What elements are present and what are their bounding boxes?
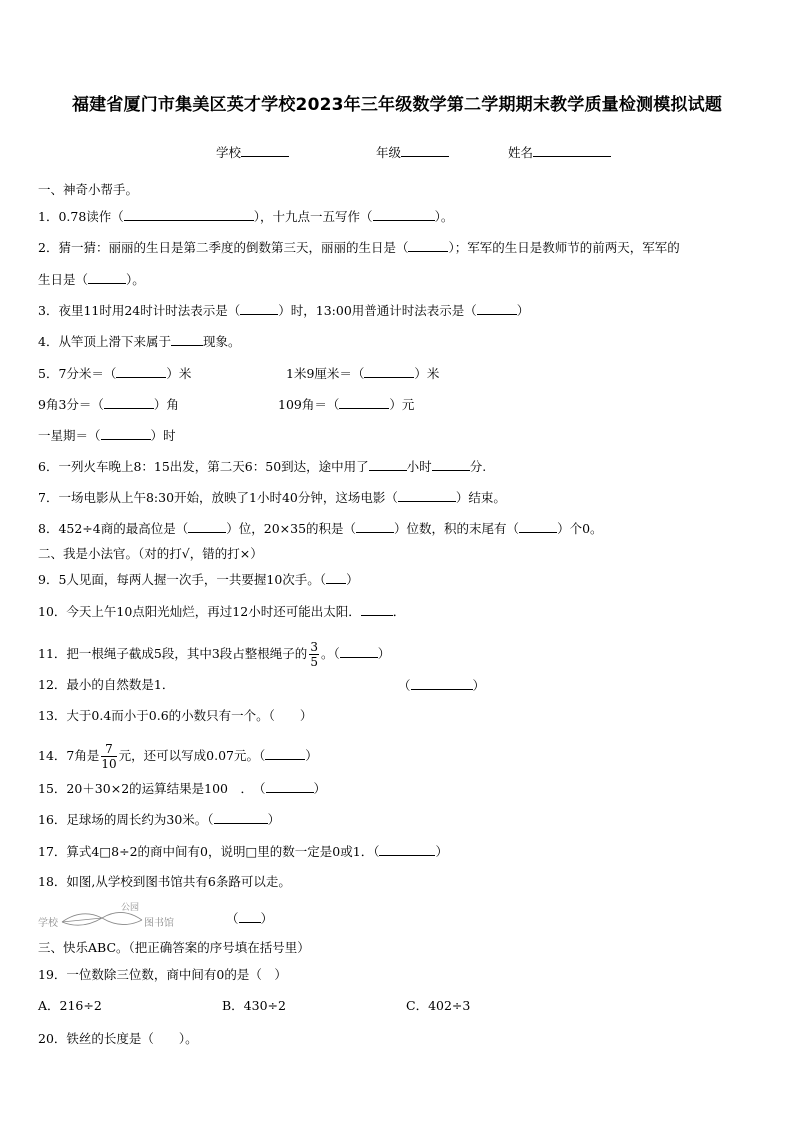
school-label: 学校: [216, 145, 242, 160]
grade-label: 年级: [376, 145, 402, 160]
question-9: 9．5人见面，每两人握一次手，一共要握10次手。（ ）: [38, 572, 359, 587]
question-13: 13．大于0.4而小于0.6的小数只有一个。（ ）: [38, 708, 313, 723]
grade-field: [376, 143, 449, 161]
question-11: 11．把一根绳子截成5段，其中3段占整根绳子的 $\frac{3}{5}$ 。（ ）: [38, 640, 391, 669]
option-a[interactable]: A．216÷2: [38, 998, 102, 1013]
school-blank[interactable]: [241, 144, 289, 157]
answer-blank[interactable]: [356, 520, 394, 533]
answer-blank[interactable]: [266, 780, 314, 793]
answer-blank[interactable]: [171, 333, 203, 346]
question-5-e: 一星期＝（ ）时: [38, 428, 176, 443]
route-label-library: 图书馆: [144, 918, 174, 929]
answer-blank[interactable]: [104, 396, 154, 409]
question-4: 4．从竿顶上滑下来属于 现象。: [38, 334, 241, 349]
question-10: 10．今天上午10点阳光灿烂，再过12小时还可能出太阳． ．: [38, 604, 406, 619]
question-5-d: 109角＝（ ）元: [278, 397, 415, 412]
section-1-heading: 一、神奇小帮手。: [38, 182, 139, 197]
answer-blank[interactable]: [379, 843, 435, 856]
answer-blank[interactable]: [477, 302, 517, 315]
answer-blank[interactable]: [432, 458, 470, 471]
question-12-answer: （ ）: [398, 678, 486, 693]
question-6: 6．一列火车晚上8：15出发，第二天6：50到达，途中用了 小时 分.: [38, 459, 487, 474]
answer-blank[interactable]: [519, 520, 557, 533]
question-3: 3．夜里11时用24时计时法表示是（ ）时，13:00用普通计时法表示是（ ）: [38, 303, 530, 318]
option-c[interactable]: C．402÷3: [406, 998, 471, 1013]
question-16: 16．足球场的周长约为30米。（ ）: [38, 812, 281, 827]
question-20: 20．铁丝的长度是（ ）。: [38, 1031, 198, 1046]
fraction-7-10: $\frac{7}{10}$: [101, 742, 117, 771]
route-path: [102, 912, 142, 920]
route-diagram: [36, 900, 196, 934]
question-18-answer: （ ）: [226, 911, 274, 926]
question-17: 17．算式4□8÷2的商中间有0，说明□里的数一定是0或1．（ ）: [38, 844, 448, 859]
name-label: 姓名: [508, 145, 534, 160]
question-2-cont: 生日是（ ）。: [38, 272, 145, 287]
school-field: [216, 143, 289, 161]
answer-blank[interactable]: [361, 603, 393, 616]
answer-blank[interactable]: [239, 910, 261, 923]
answer-blank[interactable]: [101, 427, 151, 440]
grade-blank[interactable]: [401, 144, 449, 157]
section-3-heading: 三、快乐ABC。（把正确答案的序号填在括号里）: [38, 940, 310, 955]
question-15: 15．20＋30×2的运算结果是100 ． （ ）: [38, 781, 327, 796]
fraction-3-5: $\frac{3}{5}$: [310, 640, 318, 669]
page-title: 福建省厦门市集美区英才学校2023年三年级数学第二学期期末教学质量检测模拟试题: [71, 95, 723, 115]
question-19: 19．一位数除三位数，商中间有0的是（ ）: [38, 967, 287, 982]
answer-blank[interactable]: [240, 302, 278, 315]
option-b[interactable]: B．430÷2: [222, 998, 286, 1013]
route-label-park: 公园: [121, 903, 140, 913]
answer-blank[interactable]: [340, 645, 378, 658]
question-7: 7．一场电影从上午8:30开始，放映了1小时40分钟，这场电影（ ）结束。: [38, 490, 506, 505]
question-5-c: 9角3分＝（ ）角: [38, 397, 179, 412]
question-5-a: 5．7分米＝（ ）米: [38, 366, 192, 381]
answer-blank[interactable]: [326, 571, 346, 584]
route-label-school: 学校: [38, 918, 58, 929]
answer-blank[interactable]: [408, 239, 448, 252]
answer-blank[interactable]: [398, 489, 456, 502]
answer-blank[interactable]: [369, 458, 407, 471]
answer-blank[interactable]: [411, 677, 473, 690]
answer-blank[interactable]: [214, 811, 268, 824]
section-2-heading: 二、我是小法官。（对的打√，错的打×）: [38, 546, 263, 561]
answer-blank[interactable]: [373, 208, 435, 221]
question-1: 1．0.78读作（ ），十九点一五写作（ ）。: [38, 209, 454, 224]
question-5-b: 1米9厘米＝（ ）米: [286, 366, 440, 381]
name-blank[interactable]: [533, 144, 611, 157]
question-18: 18．如图,从学校到图书馆共有6条路可以走。: [38, 874, 291, 889]
route-path: [102, 918, 142, 925]
answer-blank[interactable]: [116, 365, 166, 378]
answer-blank[interactable]: [265, 747, 305, 760]
answer-blank[interactable]: [188, 520, 226, 533]
answer-blank[interactable]: [339, 396, 389, 409]
question-8: 8．452÷4商的最高位是（ ）位，20×35的积是（ ）位数，积的末尾有（ ）个0。: [38, 521, 603, 536]
answer-blank[interactable]: [124, 208, 254, 221]
answer-blank[interactable]: [364, 365, 414, 378]
question-2: 2．猜一猜：丽丽的生日是第二季度的倒数第三天，丽丽的生日是（ ）；军军的生日是教师节的前两天，军军的: [38, 240, 680, 255]
name-field: [508, 143, 611, 161]
question-14: 14．7角是 $\frac{7}{10}$ 元，还可以写成0.07元。（ ）: [38, 742, 318, 771]
answer-blank[interactable]: [88, 271, 126, 284]
question-12: 12．最小的自然数是1．: [38, 677, 175, 692]
